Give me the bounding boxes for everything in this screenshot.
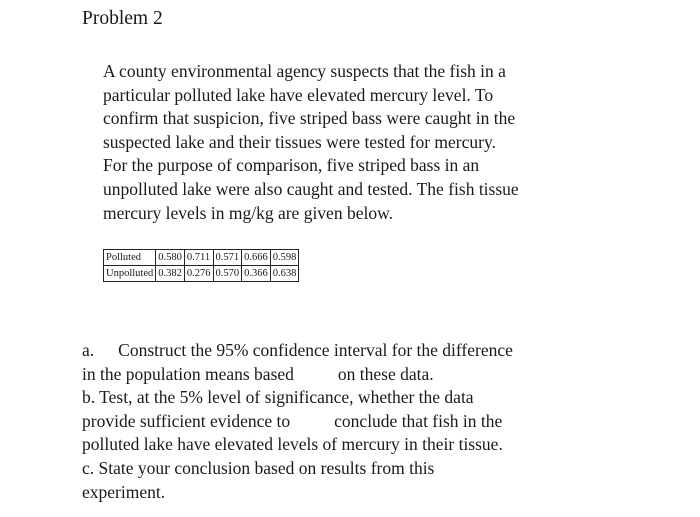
table-cell: 0.366 — [242, 266, 271, 282]
question-b-text: provide sufficient evidence to — [82, 410, 291, 431]
table-cell: 0.598 — [270, 250, 299, 266]
table-cell: 0.276 — [184, 266, 213, 282]
question-a-line-2 — [82, 363, 642, 387]
question-b-line-3: polluted lake have elevated levels of mercury in their tissue. — [82, 434, 503, 455]
question-b-text: conclude that fish in the — [334, 410, 503, 431]
question-a-line-1 — [82, 339, 642, 363]
description-line: particular polluted lake have elevated mercury level. To — [103, 84, 494, 105]
description-line: unpolluted lake were also caught and tested. The fish tissue — [103, 178, 519, 199]
question-a-text: on these data. — [337, 363, 434, 384]
problem-description — [103, 60, 623, 225]
table-cell: 0.382 — [156, 266, 185, 282]
description-line: suspected lake and their tissues were tested for mercury. — [103, 131, 496, 152]
table-cell: 0.638 — [270, 266, 299, 282]
table-cell: 0.666 — [242, 250, 271, 266]
table-cell: 0.711 — [184, 250, 213, 266]
row-label: Unpolluted — [104, 266, 156, 282]
description-line: A county environmental agency suspects that the fish in a — [103, 61, 506, 81]
table-row-polluted — [104, 250, 299, 266]
table-cell: 0.580 — [156, 250, 185, 266]
mercury-data-table — [103, 249, 299, 282]
question-a-text: in the population means based — [82, 363, 294, 384]
problem-title: Problem 2 — [82, 8, 163, 29]
question-c-line-1: c. State your conclusion based on results from this — [82, 457, 435, 478]
question-c-line-2: experiment. — [82, 481, 166, 502]
description-line: confirm that suspicion, five striped bass were caught in the — [103, 108, 516, 129]
table-row-unpolluted — [104, 266, 299, 282]
table-cell: 0.570 — [213, 266, 242, 282]
question-a-text: Construct the 95% confidence interval for the difference — [118, 340, 513, 360]
question-a-label: a. — [82, 340, 95, 360]
description-line: For the purpose of comparison, five striped bass in an — [103, 155, 480, 176]
description-line: mercury levels in mg/kg are given below. — [103, 202, 393, 223]
problem-questions — [82, 339, 642, 504]
row-label: Polluted — [104, 250, 156, 266]
table-cell: 0.571 — [213, 250, 242, 266]
question-b-line-2 — [82, 410, 642, 434]
question-b-line-1: b. Test, at the 5% level of significance, whether the data — [82, 387, 474, 408]
